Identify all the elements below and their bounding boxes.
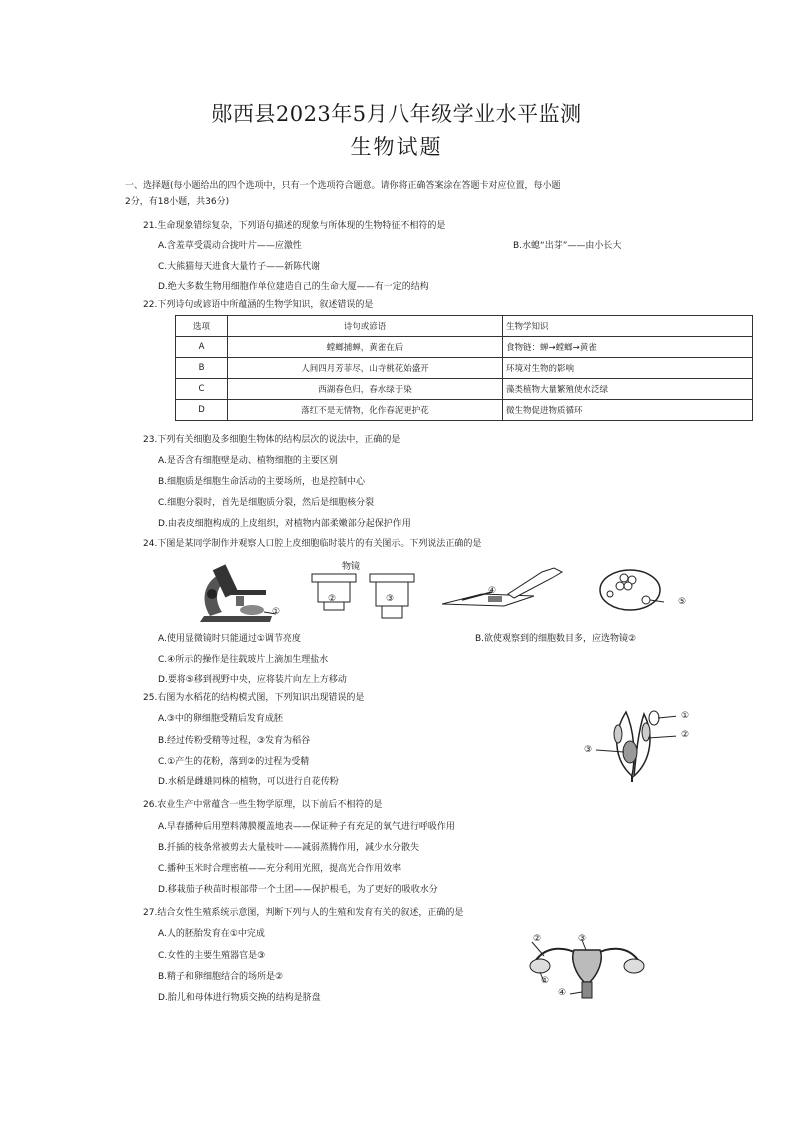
table-header: 诗句或谚语: [228, 316, 503, 337]
table-row: [176, 337, 753, 358]
q21-option-b: B.水螅“出芽”——由小长大: [513, 241, 622, 251]
q22-stem: 22.下列诗句或谚语中所蕴涵的生物学知识，叙述错误的是: [143, 300, 374, 310]
field-of-view-figure: [598, 568, 666, 612]
marker-3: ③: [578, 934, 587, 944]
table-cell: 藻类植物大量繁殖使水泛绿: [503, 379, 753, 400]
marker-1: ①: [681, 711, 690, 721]
table-cell: 落红不是无情物，化作春泥更护花: [228, 400, 503, 421]
dropper-slide-figure: [442, 566, 567, 608]
table-cell: C: [176, 379, 228, 400]
rice-flower-figure: [596, 704, 676, 782]
table-cell: 微生物促进物质循环: [503, 400, 753, 421]
table-cell: 人间四月芳菲尽，山寺桃花始盛开: [228, 358, 503, 379]
q24-option-b: B.欲使观察到的细胞数目多，应选物镜②: [475, 634, 637, 644]
marker-4: ④: [558, 988, 567, 998]
q27-option-c: C.女性的主要生殖器官是③: [158, 951, 266, 961]
q21-option-a: A.含羞草受震动合拢叶片——应激性: [158, 241, 302, 251]
q21-option-c: C.大熊猫每天进食大量竹子——新陈代谢: [158, 262, 321, 272]
table-row: [176, 358, 753, 379]
q27-option-b: B.精子和卵细胞结合的场所是②: [158, 972, 284, 982]
q25-stem: 25.右图为水稻花的结构模式图，下列知识出现错误的是: [143, 693, 365, 703]
exam-title: 郧西县2023年5月八年级学业水平监测: [211, 102, 582, 126]
q21-option-d: D.绝大多数生物用细胞作单位建造自己的生命大厦——有一定的结构: [158, 282, 429, 292]
q25-option-b: B.经过传粉受精等过程，③发育为稻谷: [158, 736, 311, 746]
q23-option-a: A.是否含有细胞壁是动、植物细胞的主要区别: [158, 456, 338, 466]
female-reproductive-system-figure: [524, 934, 650, 1000]
q24-option-d: D.要将⑤移到视野中央，应将装片向左上方移动: [158, 675, 347, 685]
q22-table: [175, 315, 753, 421]
marker-2: ②: [681, 730, 690, 740]
q26-option-b: B.扦插的枝条常被剪去大量枝叶——减弱蒸腾作用，减少水分散失: [158, 843, 420, 853]
section-instructions-line1: 一、选择题(每小题给出的四个选项中，只有一个选项符合题意。请你将正确答案涂在答题卡对应位置，每小题: [125, 181, 561, 191]
marker-4: ④: [488, 586, 497, 596]
table-cell: 环境对生物的影响: [503, 358, 753, 379]
marker-3: ③: [584, 745, 593, 755]
table-row: [176, 400, 753, 421]
microscope-figure: [190, 560, 300, 626]
exam-subtitle: 生物试题: [350, 135, 443, 159]
q25-option-a: A.③中的卵细胞受精后发育成胚: [158, 714, 283, 724]
q27-option-d: D.胎儿和母体进行物质交换的结构是脐盘: [158, 993, 321, 1003]
q24-option-c: C.④所示的操作是往载玻片上滴加生理盐水: [158, 655, 329, 665]
q26-option-a: A.早春播种后用塑料薄膜覆盖地表——保证种子有充足的氧气进行呼吸作用: [158, 822, 455, 832]
q23-option-d: D.由表皮细胞构成的上皮组织，对植物内部柔嫩部分起保护作用: [158, 519, 411, 529]
table-header: 生物学知识: [503, 316, 753, 337]
table-cell: 螳螂捕蝉，黄雀在后: [228, 337, 503, 358]
table-header-row: [176, 316, 753, 337]
table-row: [176, 379, 753, 400]
q25-option-d: D.水稻是雌雄同株的植物，可以进行自花传粉: [158, 777, 339, 787]
objective-lens-figure: [310, 572, 420, 622]
table-cell: 西湖春色归，春水绿于染: [228, 379, 503, 400]
marker-3: ③: [386, 594, 395, 604]
table-header: 选项: [176, 316, 228, 337]
marker-2: ②: [328, 594, 337, 604]
marker-5: ⑤: [678, 597, 687, 607]
q27-option-a: A.人的胚胎发育在①中完成: [158, 929, 265, 939]
marker-2: ②: [533, 934, 542, 944]
table-cell: D: [176, 400, 228, 421]
q26-option-c: C.播种玉米时合理密植——充分利用光照，提高光合作用效率: [158, 864, 402, 874]
q21-stem: 21.生命现象错综复杂，下列语句描述的现象与所体现的生物特征不相符的是: [143, 221, 446, 231]
objective-label: 物镜: [342, 562, 361, 572]
table-cell: B: [176, 358, 228, 379]
q23-option-c: C.细胞分裂时，首先是细胞质分裂，然后是细胞核分裂: [158, 498, 375, 508]
marker-1: ①: [272, 607, 281, 617]
table-cell: A: [176, 337, 228, 358]
q26-option-d: D.移栽茄子秧苗时根部带一个土团——保护根毛，为了更好的吸收水分: [158, 885, 438, 895]
q27-stem: 27.结合女性生殖系统示意图，判断下列与人的生殖和发育有关的叙述，正确的是: [143, 908, 464, 918]
q23-stem: 23.下列有关细胞及多细胞生物体的结构层次的说法中，正确的是: [143, 435, 401, 445]
section-instructions-line2: 2分，有18小题，共36分): [125, 197, 230, 207]
table-cell: 食物链：蝉→螳螂→黄雀: [503, 337, 753, 358]
marker-1: ①: [541, 976, 550, 986]
q24-stem: 24.下图是某同学制作并观察人口腔上皮细胞临时装片的有关图示。下列说法正确的是: [143, 539, 482, 549]
q25-option-c: C.①产生的花粉，落到②的过程为受精: [158, 757, 310, 767]
q24-option-a: A.使用显微镜时只能通过①调节亮度: [158, 634, 301, 644]
q23-option-b: B.细胞质是细胞生命活动的主要场所，也是控制中心: [158, 477, 366, 487]
q26-stem: 26.农业生产中常蕴含一些生物学原理，以下前后不相符的是: [143, 800, 383, 810]
